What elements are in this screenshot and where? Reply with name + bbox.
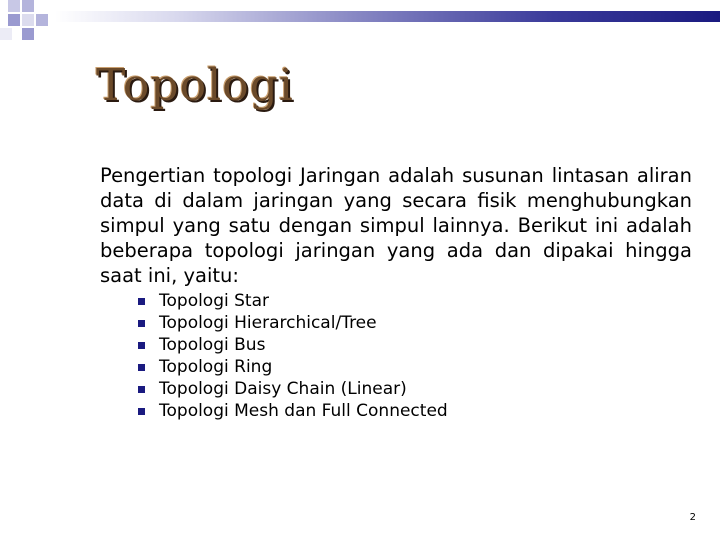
list-item: [138, 378, 692, 400]
square-bullet-icon: [138, 364, 145, 371]
square-bullet-icon: [138, 386, 145, 393]
list-item-label: Topologi Bus: [159, 335, 266, 355]
topology-list: [100, 290, 692, 422]
list-item-label: Topologi Ring: [159, 357, 273, 377]
intro-paragraph: Pengertian topologi Jaringan adalah susunan lintasan aliran data di dalam jaringan yang secara fisik menghubungkan simpul yang satu dengan simpul lainnya. Berikut ini adalah beberapa topologi jaringan yang ada dan dipakai hingga saat ini, yaitu:: [100, 164, 692, 287]
list-item: [138, 312, 692, 334]
list-item: [138, 290, 692, 312]
list-item: [138, 334, 692, 356]
list-item-label: Topologi Daisy Chain (Linear): [159, 379, 407, 399]
square-bullet-icon: [138, 320, 145, 327]
slide-title: Topologi: [96, 60, 294, 111]
deco-square: [22, 0, 34, 12]
page-number: 2: [689, 512, 696, 523]
list-item-label: Topologi Hierarchical/Tree: [159, 313, 377, 333]
deco-square: [0, 28, 12, 40]
slide-content: [100, 163, 692, 422]
square-bullet-icon: [138, 298, 145, 305]
deco-square: [8, 14, 20, 26]
deco-square: [22, 14, 34, 26]
deco-square: [36, 14, 48, 26]
square-bullet-icon: [138, 342, 145, 349]
decorative-squares: [0, 0, 70, 50]
list-item: [138, 400, 692, 422]
list-item-label: Topologi Mesh dan Full Connected: [159, 401, 448, 421]
list-item: [138, 356, 692, 378]
list-item-label: Topologi Star: [159, 291, 269, 311]
square-bullet-icon: [138, 408, 145, 415]
header-gradient-bar: [55, 11, 720, 22]
deco-square: [8, 0, 20, 12]
deco-square: [22, 28, 34, 40]
